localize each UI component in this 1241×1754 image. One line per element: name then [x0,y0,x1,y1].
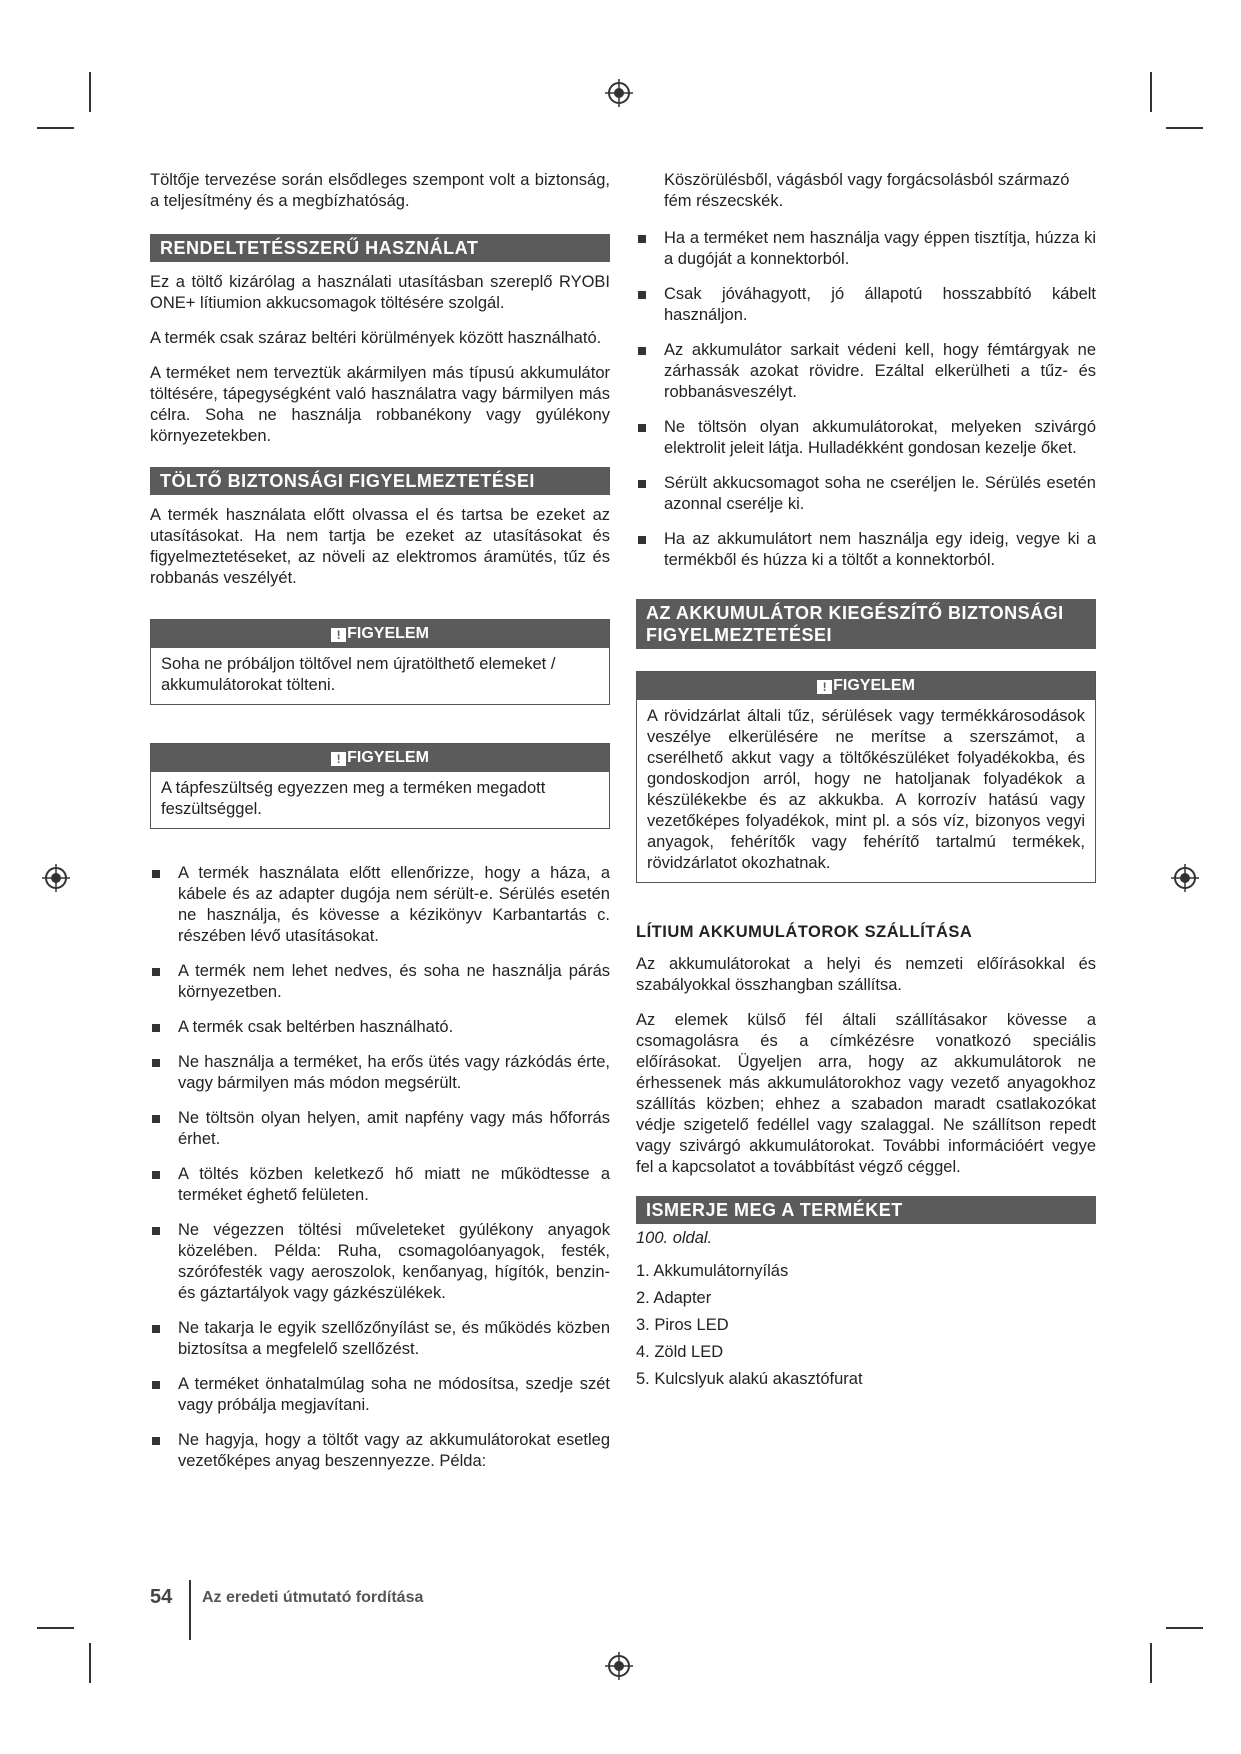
list-item: A termék nem lehet nedves, és soha ne használja párás környezetben. [150,961,610,1003]
subheading-transport: LÍTIUM AKKUMULÁTOROK SZÁLLÍTÁSA [636,923,973,941]
warning-icon: ! [331,628,346,642]
list-item: A terméket önhatalmúlag soha ne módosítsa, szedje szét vagy próbálja megjavítani. [150,1374,610,1416]
warning-title: FIGYELEM [833,677,915,694]
registration-mark-icon [41,863,71,893]
list-item: Sérült akkucsomagot soha ne cseréljen le. Sérülés esetén azonnal cserélje ki. [636,473,1096,515]
bullet-square-icon [152,968,160,976]
footer-text: Az eredeti útmutató fordítása [202,1589,424,1606]
warning-header [151,744,609,772]
crop-mark-bottom-right-v [1150,1643,1152,1683]
page-reference: 100. oldal. [636,1229,713,1247]
warning-header [151,620,609,648]
bullet-square-icon [152,1227,160,1235]
continued-paragraph: Köszörülésből, vágásból vagy forgácsolásból származó fém részecskék. [664,171,1070,210]
bullet-square-icon [152,1059,160,1067]
heading-charger-safety: TÖLTŐ BIZTONSÁGI FIGYELMEZTETÉSEI [150,467,610,495]
list-item: Ne használja a terméket, ha erős ütés vagy rázkódás érte, vagy bármilyen más módon megsérült. [150,1052,610,1094]
list-item: 2. Adapter [636,1289,712,1307]
list-item: A termék csak beltérben használható. [150,1017,610,1038]
crop-mark-bottom-right-h [1166,1627,1203,1629]
use-paragraph-1: Ez a töltő kizárólag a használati utasításban szereplő RYOBI ONE+ lítiumion akkucsomagok töltésére szolgál. [150,273,610,312]
crop-mark-top-right-h [1166,127,1203,129]
crop-mark-top-left-h [37,127,74,129]
registration-mark-icon [604,78,634,108]
warning-box-3 [636,671,1096,883]
bullet-square-icon [638,480,646,488]
warning-text: Soha ne próbáljon töltővel nem újratölthető elemeket / akkumulátorokat tölteni. [161,655,556,694]
use-paragraph-2: A termék csak száraz beltéri körülmények között használható. [150,329,602,347]
bullet-square-icon [638,291,646,299]
bullet-square-icon [152,870,160,878]
list-item: 5. Kulcslyuk alakú akasztófurat [636,1370,863,1388]
list-item: A töltés közben keletkező hő miatt ne működtesse a terméket éghető felületen. [150,1164,610,1206]
bullet-square-icon [152,1115,160,1123]
warning-icon: ! [817,680,832,694]
registration-mark-icon [604,1651,634,1681]
bullet-square-icon [152,1171,160,1179]
list-item: A termék használata előtt ellenőrizze, hogy a háza, a kábele és az adapter dugója nem sérült-e. Sérülés esetén ne használja, és kövesse a kézikönyv Karbantartás c. részében lévő utasításokat. [150,863,610,947]
bullet-square-icon [638,235,646,243]
page-number: 54 [150,1586,173,1608]
warning-title: FIGYELEM [347,625,429,642]
list-item: Ne töltsön olyan akkumulátorokat, melyeken szivárgó elektrolit jeleit látja. Hulladékként gondosan kezelje őket. [636,417,1096,459]
intro-paragraph: Töltője tervezése során elsődleges szempont volt a biztonság, a teljesítmény és a megbízhatóság. [150,171,610,210]
list-item: Az akkumulátor sarkait védeni kell, hogy fémtárgyak ne zárhassák azokat rövidre. Ezáltal elkerülheti a tűz- és robbanásveszélyt. [636,340,1096,403]
list-item: Ne töltsön olyan helyen, amit napfény vagy más hőforrás érhet. [150,1108,610,1150]
list-item: Ha a terméket nem használja vagy éppen tisztítja, húzza ki a dugóját a konnektorból. [636,228,1096,270]
warning-box-1 [150,619,610,705]
crop-mark-top-left-v [89,72,91,112]
list-item: 3. Piros LED [636,1316,729,1334]
bullet-square-icon [638,347,646,355]
charger-safety-list [150,863,610,1472]
list-item: Csak jóváhagyott, jó állapotú hosszabbító kábelt használjon. [636,284,1096,326]
battery-safety-list [636,228,1096,571]
warning-header [637,672,1095,700]
list-item: Ne végezzen töltési műveleteket gyúlékony anyagok közelében. Példa: Ruha, csomagolóanyagok, festék, szórófesték vagy aeroszolok, kenőanyag, hígítók, benzin- és gáztartályok vagy gázkészülékek. [150,1220,610,1304]
list-item: 1. Akkumulátornyílás [636,1262,789,1280]
left-column [150,170,610,1486]
registration-mark-icon [1170,863,1200,893]
warning-icon: ! [331,752,346,766]
warning-text: A tápfeszültség egyezzen meg a terméken megadott feszültséggel. [161,779,546,818]
transport-paragraph-2: Az elemek külső fél általi szállításakor kövesse a csomagolásra és a címkézésre vonatkozó speciális előírásokat. Ügyeljen arra, hogy az akkumulátorok ne érhessenek más akkumulátorokhoz vagy vezető anyagokhoz szállítás közben; ehhez a szabadon maradt csatlakozókat védje szigetelő fedéllel vagy szalaggal. Ne szállítson repedt vagy szivárgó akkumulátorokat. További információért vegye fel a kapcsolatot a továbbítást végző céggel. [636,1011,1096,1176]
crop-mark-bottom-left-v [89,1643,91,1683]
bullet-square-icon [152,1437,160,1445]
transport-paragraph-1: Az akkumulátorokat a helyi és nemzeti előírásokkal és szabályokkal összhangban szállítsa. [636,955,1096,994]
bullet-square-icon [638,424,646,432]
list-item: Ha az akkumulátort nem használja egy ideig, vegye ki a termékből és húzza ki a töltőt a konnektorból. [636,529,1096,571]
heading-know-product: ISMERJE MEG A TERMÉKET [636,1196,1096,1224]
crop-mark-top-right-v [1150,72,1152,112]
heading-battery-safety: AZ AKKUMULÁTOR KIEGÉSZÍTŐ BIZTONSÁGI FIGYELMEZTETÉSEI [636,599,1096,649]
parts-list [636,1261,1096,1390]
warning-text: A rövidzárlat általi tűz, sérülések vagy termékkárosodások veszélye elkerülésére ne merítse a szerszámot, a cserélhető akkut vagy a töltőkészüléket folyadékokba, és gondoskodjon arról, hogy ne hatoljanak folyadékok a készülékekbe és az akkukba. A korrozív hatású vagy vezetőképes folyadékok, mint pl. a sós víz, bizonyos vegyi anyagok, fehérítők vagy fehérítő tartalmú termékek, rövidzárlatot okozhatnak. [647,707,1085,872]
right-column [636,170,1096,1396]
list-item: Ne hagyja, hogy a töltőt vagy az akkumulátorokat esetleg vezetőképes anyag beszennyezze. Példa: [150,1430,610,1472]
safety-paragraph: A termék használata előtt olvassa el és tartsa be ezeket az utasításokat. Ha nem tartja be ezeket az utasításokat és figyelmeztetéseket, az növeli az elektromos áramütés, tűz és robbanás veszélyét. [150,506,610,587]
use-paragraph-3: A terméket nem terveztük akármilyen más típusú akkumulátor töltésére, tápegységként való használatra vagy bármilyen más célra. Soha ne használja robbanékony vagy gyúlékony környezetekben. [150,364,610,445]
bullet-square-icon [152,1325,160,1333]
bullet-square-icon [152,1381,160,1389]
heading-intended-use: RENDELTETÉSSZERŰ HASZNÁLAT [150,234,610,262]
crop-mark-bottom-left-h [37,1627,74,1629]
list-item: Ne takarja le egyik szellőzőnyílást se, és működés közben biztosítsa a megfelelő szellőzést. [150,1318,610,1360]
list-item: 4. Zöld LED [636,1343,724,1361]
footer-divider [189,1580,191,1640]
bullet-square-icon [638,536,646,544]
bullet-square-icon [152,1024,160,1032]
warning-box-2 [150,743,610,829]
warning-title: FIGYELEM [347,749,429,766]
